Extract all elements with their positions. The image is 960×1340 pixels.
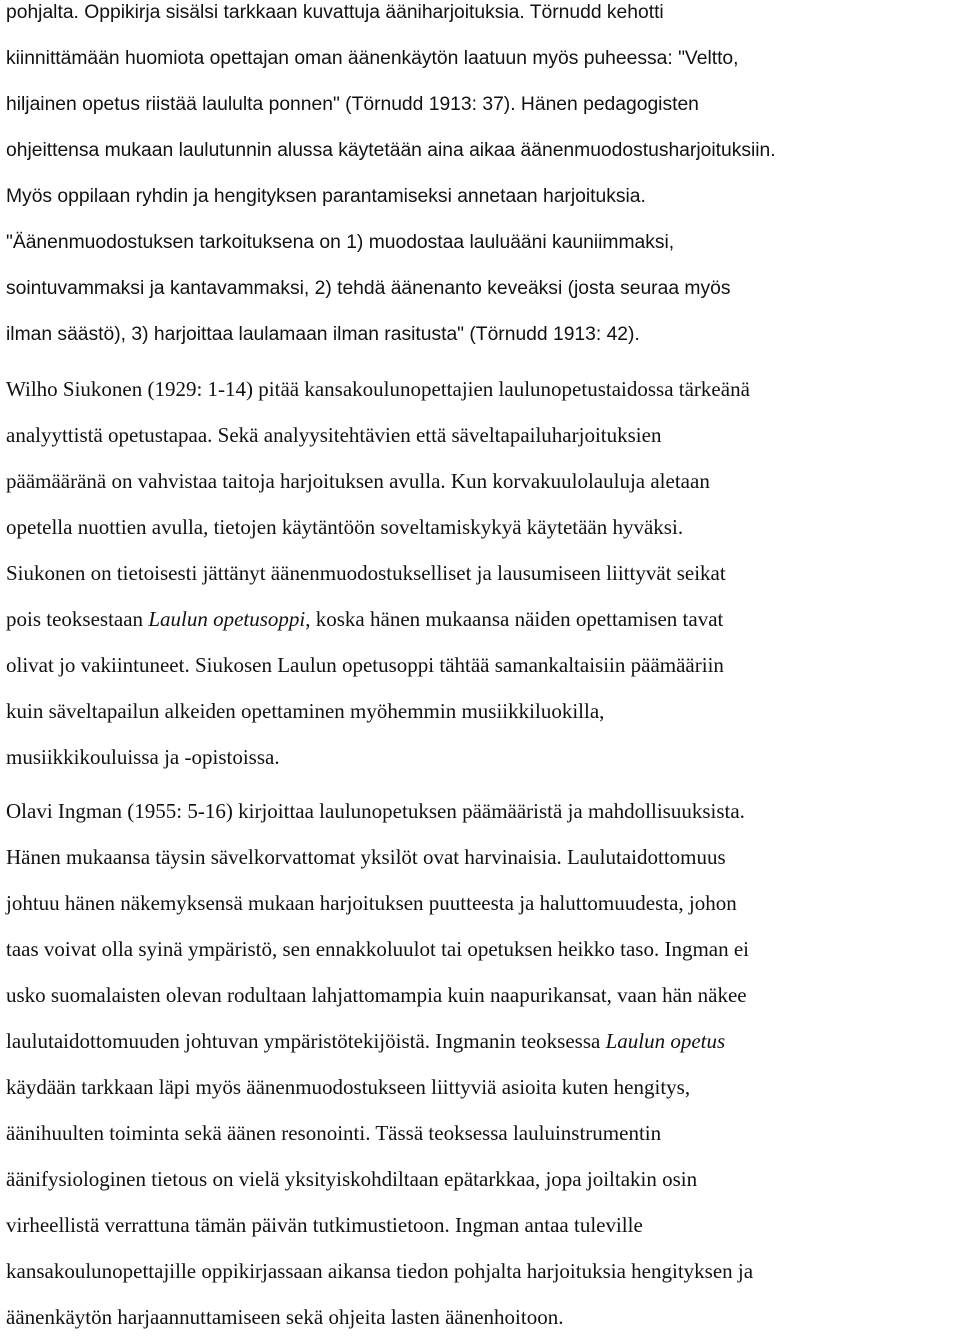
text-fragment: Myös oppilaan ryhdin ja hengityksen parantamiseksi annetaan harjoituksia. — [6, 186, 646, 207]
text-line — [6, 1156, 956, 1202]
text-fragment: hiljainen opetus riistää laululta ponnen" (Törnudd 1913: 37). Hänen pedagogisten — [6, 94, 699, 115]
text-line — [6, 642, 956, 688]
text-line — [6, 174, 956, 220]
text-fragment: musiikkikouluissa ja -opistoissa. — [6, 745, 280, 769]
text-line — [6, 834, 956, 880]
text-fragment: äänifysiologinen tietous on vielä yksityiskohdiltaan epätarkkaa, jopa joiltakin osin — [6, 1167, 698, 1191]
text-line — [6, 550, 956, 596]
text-fragment: ohjeittensa mukaan laulutunnin alussa käytetään aina aikaa äänenmuodostusharjoituksiin. — [6, 140, 776, 161]
text-line — [6, 504, 956, 550]
text-line — [6, 596, 956, 642]
text-fragment: , koska hänen mukaansa näiden opettamisen tavat — [305, 607, 724, 631]
text-fragment: kuin säveltapailun alkeiden opettaminen myöhemmin musiikkiluokilla, — [6, 699, 605, 723]
text-fragment: Wilho Siukonen (1929: 1-14) pitää kansakoulunopettajien laulunopetustaidossa tärkeänä — [6, 377, 750, 401]
text-line — [6, 880, 956, 926]
text-fragment: kiinnittämään huomiota opettajan oman äänenkäytön laatuun myös puheessa: "Veltto, — [6, 48, 739, 69]
text-line — [6, 926, 956, 972]
text-fragment: sointuvammaksi ja kantavammaksi, 2) tehdä äänenanto keveäksi (josta seuraa myös — [6, 278, 731, 299]
text-line — [6, 788, 956, 834]
paragraph — [6, 788, 956, 1340]
text-line — [6, 0, 956, 36]
text-fragment: analyyttistä opetustapaa. Sekä analyysitehtävien että säveltapailuharjoituksien — [6, 423, 662, 447]
paragraph — [6, 366, 956, 780]
text-fragment: olivat jo vakiintuneet. Siukosen Laulun opetusoppi tähtää samankaltaisiin päämääriin — [6, 653, 724, 677]
text-line — [6, 458, 956, 504]
text-line — [6, 312, 956, 358]
book-title: Laulun opetusoppi — [148, 607, 306, 631]
text-fragment: opetella nuottien avulla, tietojen käytäntöön soveltamiskykyä käytetään hyväksi. — [6, 515, 684, 539]
text-fragment: ilman säästö), 3) harjoittaa laulamaan ilman rasitusta" (Törnudd 1913: 42). — [6, 324, 640, 345]
text-fragment: pois teoksestaan — [6, 607, 149, 631]
text-fragment: Olavi Ingman (1955: 5-16) kirjoittaa laulunopetuksen päämääristä ja mahdollisuuksista. — [6, 799, 745, 823]
text-line — [6, 688, 956, 734]
text-fragment: Hänen mukaansa täysin sävelkorvattomat yksilöt ovat harvinaisia. Laulutaidottomuus — [6, 845, 726, 869]
paragraph — [6, 0, 956, 358]
text-line — [6, 366, 956, 412]
text-line — [6, 220, 956, 266]
text-line — [6, 1294, 956, 1340]
text-line — [6, 972, 956, 1018]
text-fragment: taas voivat olla syinä ympäristö, sen ennakkoluulot tai opetuksen heikko taso. Ingman ei — [6, 937, 750, 961]
text-line — [6, 734, 956, 780]
text-line — [6, 82, 956, 128]
text-line — [6, 1064, 956, 1110]
text-line — [6, 1202, 956, 1248]
text-fragment: johtuu hänen näkemyksensä mukaan harjoituksen puutteesta ja haluttomuudesta, johon — [6, 891, 737, 915]
text-line — [6, 412, 956, 458]
text-line — [6, 36, 956, 82]
text-fragment: pohjalta. Oppikirja sisälsi tarkkaan kuvattuja ääniharjoituksia. Törnudd kehotti — [6, 2, 664, 23]
text-fragment: käydään tarkkaan läpi myös äänenmuodostukseen liittyviä asioita kuten hengitys, — [6, 1075, 691, 1099]
text-line — [6, 266, 956, 312]
text-line — [6, 1018, 956, 1064]
text-fragment: kansakoulunopettajille oppikirjassaan aikansa tiedon pohjalta harjoituksia hengityksen ja — [6, 1259, 754, 1283]
text-fragment: usko suomalaisten olevan rodultaan lahjattomampia kuin naapurikansat, vaan hän näkee — [6, 983, 747, 1007]
document-page — [6, 0, 956, 1340]
text-fragment: päämääränä on vahvistaa taitoja harjoituksen avulla. Kun korvakuulolauluja aletaan — [6, 469, 710, 493]
text-fragment: äänenkäytön harjaannuttamiseen sekä ohjeita lasten äänenhoitoon. — [6, 1305, 564, 1329]
text-fragment: äänihuulten toiminta sekä äänen resonointi. Tässä teoksessa lauluinstrumentin — [6, 1121, 662, 1145]
text-fragment: laulutaidottomuuden johtuvan ympäristötekijöistä. Ingmanin teoksessa — [6, 1029, 606, 1053]
text-fragment: Siukonen on tietoisesti jättänyt äänenmuodostukselliset ja lausumiseen liittyvät seikat — [6, 561, 726, 585]
text-fragment: virheellistä verrattuna tämän päivän tutkimustietoon. Ingman antaa tuleville — [6, 1213, 643, 1237]
text-line — [6, 1248, 956, 1294]
text-line — [6, 128, 956, 174]
book-title: Laulun opetus — [605, 1029, 726, 1053]
text-fragment: "Äänenmuodostuksen tarkoituksena on 1) muodostaa lauluääni kauniimmaksi, — [6, 232, 675, 253]
text-line — [6, 1110, 956, 1156]
